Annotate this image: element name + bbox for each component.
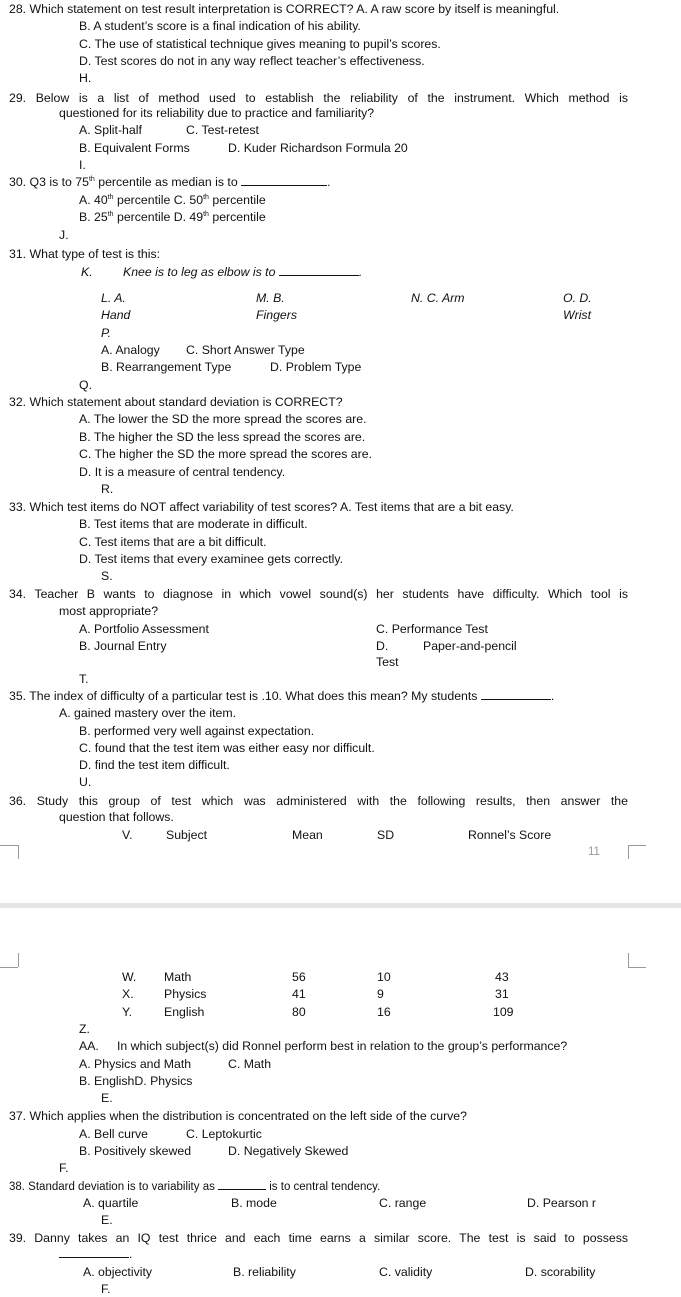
q32-marker: R.	[101, 482, 114, 496]
table-cell-score: 109	[493, 1005, 514, 1019]
q31-option-c: C. Short Answer Type	[186, 343, 305, 357]
q39-option-d: D. scorability	[525, 1265, 596, 1279]
q31-option-b: B. Rearrangement Type	[101, 360, 232, 374]
q33-option-d: D. Test items that every examinee gets correctly.	[79, 552, 344, 566]
q31-answer-blank	[279, 265, 359, 276]
q35-stem: 35. The index of difficulty of a particular test is .10. What does this mean? My students .	[9, 689, 555, 703]
q34-option-d-text: Paper-and-pencil	[423, 639, 517, 653]
q38-option-d: D. Pearson r	[527, 1196, 597, 1210]
q31-option-m-word: Fingers	[256, 308, 298, 322]
page-break	[0, 903, 681, 908]
q29-stem-line2: questioned for its reliability due to practice and familiarity?	[59, 106, 375, 120]
q31-stem: 31. What type of test is this:	[9, 247, 161, 261]
q31-option-m: M. B.	[256, 291, 285, 305]
q31-option-a: A. Analogy	[101, 343, 160, 357]
q36-z-marker: Z.	[79, 1022, 90, 1036]
q35-option-b: B. performed very well against expectation.	[79, 724, 315, 738]
q29-option-d: D. Kuder Richardson Formula 20	[228, 141, 408, 155]
q34-marker: T.	[79, 672, 89, 686]
crop-mark	[628, 845, 629, 859]
q31-analogy: Knee is to leg as elbow is to .	[123, 265, 363, 279]
q37-stem: 37. Which applies when the distribution is concentrated on the left side of the curve?	[9, 1109, 467, 1123]
table-cell-score: 43	[495, 970, 509, 984]
table-cell-sd: 9	[377, 987, 384, 1001]
q36-marker: E.	[101, 1091, 113, 1105]
q36-option-b: B. EnglishD. Physics	[79, 1074, 193, 1088]
q36-option-a: A. Physics and Math	[79, 1057, 192, 1071]
q32-option-c: C. The higher the SD the more spread the scores are.	[79, 447, 372, 461]
q37-marker: F.	[59, 1161, 69, 1175]
table-cell-subject: Physics	[164, 987, 207, 1001]
q34-stem-line1: 34. Teacher B wants to diagnose in which vowel sound(s) her students have difficulty. Which tool is	[9, 587, 628, 601]
q31-marker: Q.	[79, 378, 92, 392]
q34-option-b: B. Journal Entry	[79, 639, 167, 653]
q35-option-a: A. gained mastery over the item.	[59, 706, 237, 720]
page-number: 11	[588, 846, 600, 858]
table-cell-mean: 41	[292, 987, 306, 1001]
q31-option-n: N. C. Arm	[411, 291, 465, 305]
q36-header-marker: V.	[122, 828, 133, 842]
crop-mark	[628, 953, 629, 967]
q31-p-marker: P.	[101, 326, 112, 340]
q32-option-b: B. The higher the SD the less spread the scores are.	[79, 430, 366, 444]
table-row-marker: X.	[122, 987, 134, 1001]
crop-mark	[628, 845, 646, 846]
q39-option-b: B. reliability	[233, 1265, 296, 1279]
crop-mark	[628, 967, 646, 968]
q36-header-score: Ronnel’s Score	[468, 828, 552, 842]
q35-marker: U.	[79, 775, 92, 789]
q36-header-sd: SD	[377, 828, 395, 842]
q37-option-b: B. Positively skewed	[79, 1144, 192, 1158]
q36-aa-label: AA.	[79, 1039, 99, 1053]
q35-option-c: C. found that the test item was either easy nor difficult.	[79, 741, 375, 755]
crop-mark	[0, 967, 18, 968]
q37-option-a: A. Bell curve	[79, 1127, 149, 1141]
q36-header-mean: Mean	[292, 828, 323, 842]
q36-header-subject: Subject	[166, 828, 208, 842]
q33-marker: S.	[101, 569, 113, 583]
q34-stem-line2: most appropriate?	[59, 604, 159, 618]
q32-stem: 32. Which statement about standard deviation is CORRECT?	[9, 395, 343, 409]
q29-stem-line1: 29. Below is a list of method used to establish the reliability of the instrument. Which method is	[9, 91, 628, 105]
q39-marker: F.	[101, 1282, 111, 1296]
crop-mark	[0, 845, 18, 846]
table-cell-score: 31	[495, 987, 509, 1001]
q32-option-a: A. The lower the SD the more spread the scores are.	[79, 412, 367, 426]
crop-mark	[18, 845, 19, 859]
table-row-marker: Y.	[122, 1005, 133, 1019]
table-cell-sd: 10	[377, 970, 391, 984]
q38-answer-blank	[218, 1179, 266, 1190]
q34-option-a: A. Portfolio Assessment	[79, 622, 209, 636]
q36-stem-line2: question that follows.	[59, 810, 174, 824]
q28-stem: 28. Which statement on test result interpretation is CORRECT? A. A raw score by itself is meaningful.	[9, 2, 560, 16]
q31-option-o: O. D.	[563, 291, 592, 305]
q34-option-c: C. Performance Test	[376, 622, 488, 636]
q30-marker: J.	[59, 228, 69, 242]
q31-option-d: D. Problem Type	[270, 360, 362, 374]
q32-option-d: D. It is a measure of central tendency.	[79, 465, 286, 479]
q39-option-a: A. objectivity	[83, 1265, 153, 1279]
table-cell-subject: English	[164, 1005, 205, 1019]
q31-option-l-word: Hand	[101, 308, 131, 322]
q30-options-bd: B. 25th percentile D. 49th percentile	[79, 210, 266, 224]
q29-option-a: A. Split-half	[79, 123, 142, 137]
q37-option-c: C. Leptokurtic	[186, 1127, 262, 1141]
q30-stem: 30. Q3 is to 75th percentile as median is to .	[9, 175, 331, 189]
q36-aa-question: In which subject(s) did Ronnel perform best in relation to the group’s performance?	[117, 1039, 568, 1053]
table-cell-mean: 56	[292, 970, 306, 984]
q36-stem-line1: 36. Study this group of test which was administered with the following results, then answer the	[9, 794, 628, 808]
q38-option-b: B. mode	[231, 1196, 277, 1210]
q33-option-c: C. Test items that are a bit difficult.	[79, 535, 267, 549]
q30-options-ac: A. 40th percentile C. 50th percentile	[79, 193, 266, 207]
q31-k-label: K.	[81, 265, 93, 279]
q31-option-o-word: Wrist	[563, 308, 591, 322]
q35-option-d: D. find the test item difficult.	[79, 758, 230, 772]
table-cell-mean: 80	[292, 1005, 306, 1019]
q34-option-d-text2: Test	[376, 655, 399, 669]
q33-option-b: B. Test items that are moderate in difficult.	[79, 517, 308, 531]
q29-option-b: B. Equivalent Forms	[79, 141, 190, 155]
table-cell-subject: Math	[164, 970, 192, 984]
q39-stem: 39. Danny takes an IQ test thrice and each time earns a similar score. The test is said to possess	[9, 1231, 628, 1245]
q38-marker: E.	[101, 1213, 113, 1227]
q28-option-c: C. The use of statistical technique gives meaning to pupil’s scores.	[79, 37, 441, 51]
q38-option-c: C. range	[379, 1196, 427, 1210]
q28-option-d: D. Test scores do not in any way reflect teacher’s effectiveness.	[79, 54, 425, 68]
table-cell-sd: 16	[377, 1005, 391, 1019]
crop-mark	[18, 953, 19, 967]
q34-option-d-label: D.	[376, 639, 389, 653]
q30-answer-blank	[241, 175, 327, 186]
q28-marker: H.	[79, 71, 92, 85]
q38-stem: 38. Standard deviation is to variability as is to central tendency.	[9, 1181, 381, 1193]
q35-answer-blank	[481, 689, 551, 700]
table-row-marker: W.	[122, 970, 137, 984]
q39-blank-line: .	[59, 1247, 132, 1262]
q37-option-d: D. Negatively Skewed	[228, 1144, 349, 1158]
q33-stem: 33. Which test items do NOT affect variability of test scores? A. Test items that are a bit easy.	[9, 500, 514, 514]
q29-marker: I.	[79, 158, 86, 172]
q39-answer-blank	[59, 1247, 129, 1258]
q31-option-l: L. A.	[101, 291, 126, 305]
q39-option-c: C. validity	[379, 1265, 433, 1279]
q38-option-a: A. quartile	[83, 1196, 139, 1210]
q28-option-b: B. A student’s score is a final indication of his ability.	[79, 19, 361, 33]
q29-option-c: C. Test-retest	[186, 123, 259, 137]
q36-option-c: C. Math	[228, 1057, 272, 1071]
